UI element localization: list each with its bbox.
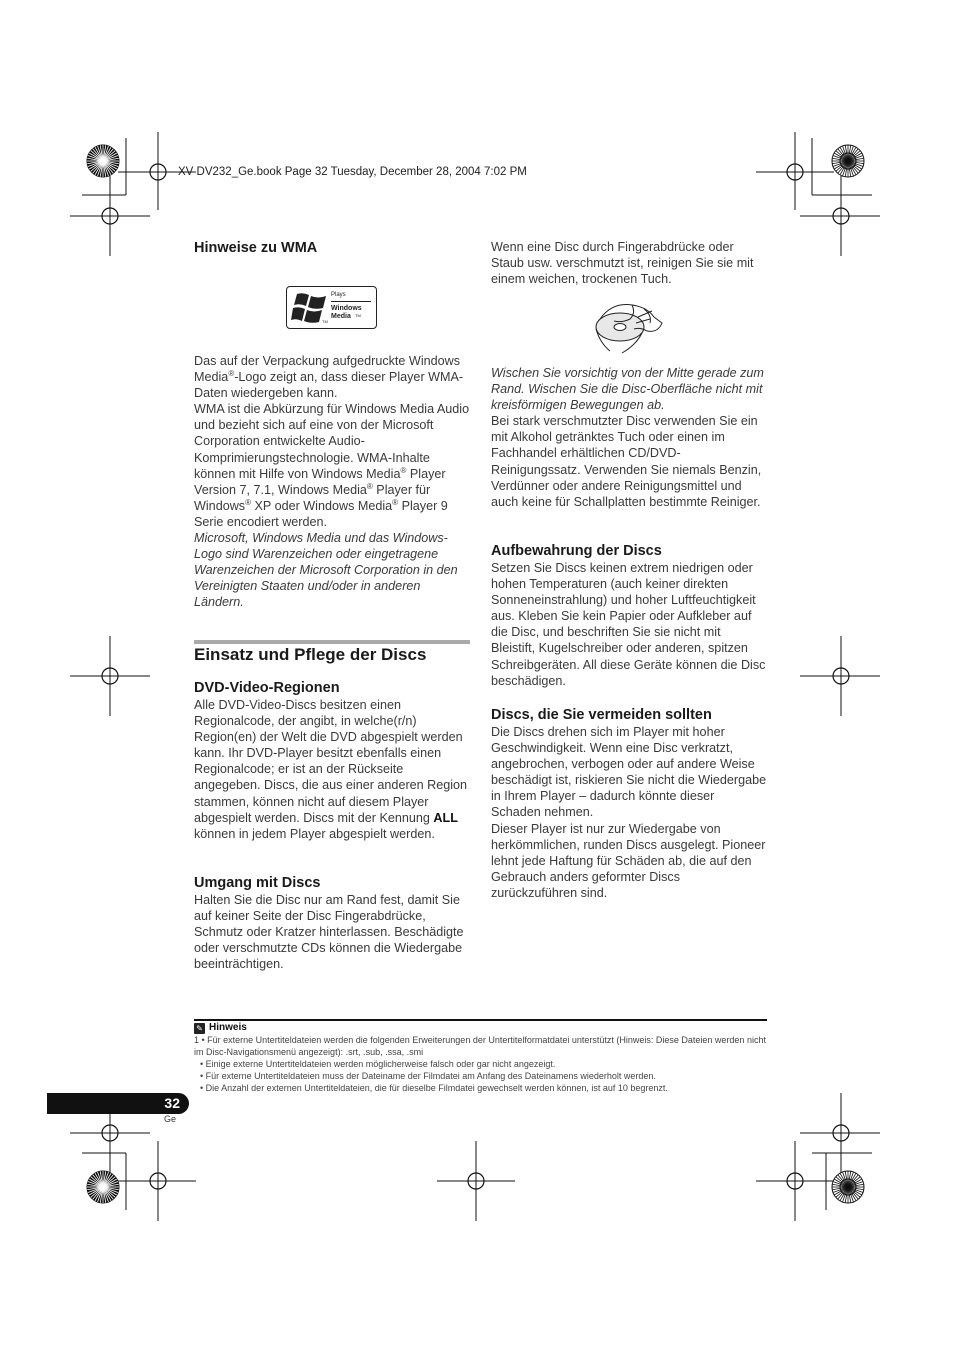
note-item-2: • Einige externe Untertiteldateien werden möglicherweise falsch oder gar nicht angezeigt. [200,1059,556,1069]
windows-media-logo [286,286,377,329]
wma-trademark-note: Microsoft, Windows Media und das Windows-Logo sind Warenzeichen oder eingetragene Warenzeichen der Microsoft Corporation in den Vereinigten Staaten und/oder in anderen Ländern. [194,531,458,610]
disc-cleaning-illustration [592,297,666,355]
clean-text-block [491,365,767,510]
page-language: Ge [163,1114,176,1124]
notes-rule [194,1019,767,1021]
logo-media-tm: TM [355,313,361,318]
starburst-bottom-left [86,1170,120,1204]
book-header-info: XV-DV232_Ge.book Page 32 Tuesday, December 28, 2004 7:02 PM [178,166,527,178]
storage-text: Setzen Sie Discs keinen extrem niedrigen oder hohen Temperaturen (auch keiner direkten Sonneneinstrahlung) und hoher Luftfeuchtigkeit aus. Kleben Sie kein Papier oder Aufkleber auf die Disc, und beschriften Sie sie nicht mit Bleistift, Kugelschreiber oder anderen, spitzen Schreibgeräten. All diese Geräte können die Disc beschädigen. [491,561,766,688]
notes-heading: ✎ Hinweis [194,1022,767,1034]
starburst-bottom-right [831,1170,865,1204]
wma-paragraph-2: WMA ist die Abkürzung für Windows Media Audio und bezieht sich auf eine von der Microsoft Corporation entwickelte Audio-Komprimierungstechnologie. WMA-Inhalte können mit Hilfe von Windows Media® Player Version 7, 7.1, Windows Media® Player für Windows® XP oder Windows Media® Player 9 Serie encodiert werden. [194,402,470,529]
avoid-text-2: Dieser Player ist nur zur Wiedergabe von herkömmlichen, runden Discs ausgelegt. Pioneer lehnt jede Haftung für Schäden ab, die auf den Gebrauch anders geformter Discs zurückzuführen sind. [491,821,766,900]
wma-paragraph-1: Das auf der Verpackung aufgedruckte Windows Media®-Logo zeigt an, dass dieser Player WMA-Daten wiedergeben kann. [194,354,464,401]
note-item-1: 1 • Für externe Untertiteldateien werden die folgenden Erweiterungen der Untertitelformatdatei unterstützt (Hinweis: Diese Dateien werden nicht im Disc-Navigationsmenü angezeigt): .srt, .sub, .ssa, .smi [194,1035,766,1057]
logo-media-text: Media [331,313,351,320]
note-item-4: • Die Anzahl der externen Untertiteldateien, die für dieselbe Filmdatei gewechselt werden können, ist auf 10 begrenzt. [200,1083,668,1093]
avoid-block [491,706,767,901]
regions-heading: DVD-Video-Regionen [194,680,340,696]
avoid-text-1: Die Discs drehen sich im Player mit hoher Geschwindigkeit. Wenn eine Disc verkratzt, angebrochen, verbogen oder auf andere Weise beschädigt ist, riskieren Sie nicht die Wiedergabe in Ihrem Player – dadurch könnte dieser Schaden nehmen. [491,725,767,820]
section-title: Einsatz und Pflege der Discs [194,645,427,664]
starburst-top-right [831,144,865,178]
clean-italic-instructions: Wischen Sie vorsichtig von der Mitte gerade zum Rand. Wischen Sie die Disc-Oberfläche nicht mit kreisförmigen Bewegungen ab. [491,366,764,413]
starburst-top-left [86,144,120,178]
storage-block [491,542,767,689]
avoid-heading: Discs, die Sie vermeiden sollten [491,707,712,723]
wma-heading: Hinweise zu WMA [194,240,318,256]
handling-block [194,874,470,972]
logo-flag-tm: TM [322,319,328,324]
logo-plays-text: Plays [331,292,346,298]
handling-heading: Umgang mit Discs [194,875,321,891]
storage-heading: Aufbewahrung der Discs [491,543,662,559]
logo-windows-text: Windows [331,305,362,312]
regions-text: Alle DVD-Video-Discs besitzen einen Regionalcode, der angibt, in welche(r/n) Region(en) der Welt die DVD abgespielt werden kann. Ihr DVD-Player besitzt ebenfalls einen Regionalcode; er ist an der Rückseite angegeben. Discs, die aus einer anderen Region stammen, können nicht auf diesem Player abgespielt werden. Discs mit der Kennung ALL können in jedem Player abgespielt werden. [194,698,468,841]
wma-text-block [194,353,470,611]
notes-block [194,1022,767,1094]
clean-heavy-text: Bei stark verschmutzter Disc verwenden Sie ein mit Alkohol getränktes Tuch oder einen im Fachhandel erhältlichen CD/DVD-Reinigungssatz. Verwenden Sie niemals Benzin, Verdünner oder andere Reinigungsmittel und auch keine für Schallplatten bestimmte Reiniger. [491,414,762,509]
page-number: 32 [164,1095,180,1111]
note-item-3: • Für externe Untertiteldateien muss der Dateiname der Filmdatei am Anfang des Dateinamens wiederholt werden. [200,1071,656,1081]
regions-block [194,679,470,842]
clean-intro: Wenn eine Disc durch Fingerabdrücke oder Staub usw. verschmutzt ist, reinigen Sie sie mit einem weichen, trockenen Tuch. [491,240,754,287]
note-pencil-icon: ✎ [194,1023,205,1034]
handling-text: Halten Sie die Disc nur am Rand fest, damit Sie auf keiner Seite der Disc Fingerabdrücke, Schmutz oder Kratzer hinterlassen. Beschädigte oder verschmutzte CDs können die Wiedergabe beeinträchtigen. [194,893,464,972]
